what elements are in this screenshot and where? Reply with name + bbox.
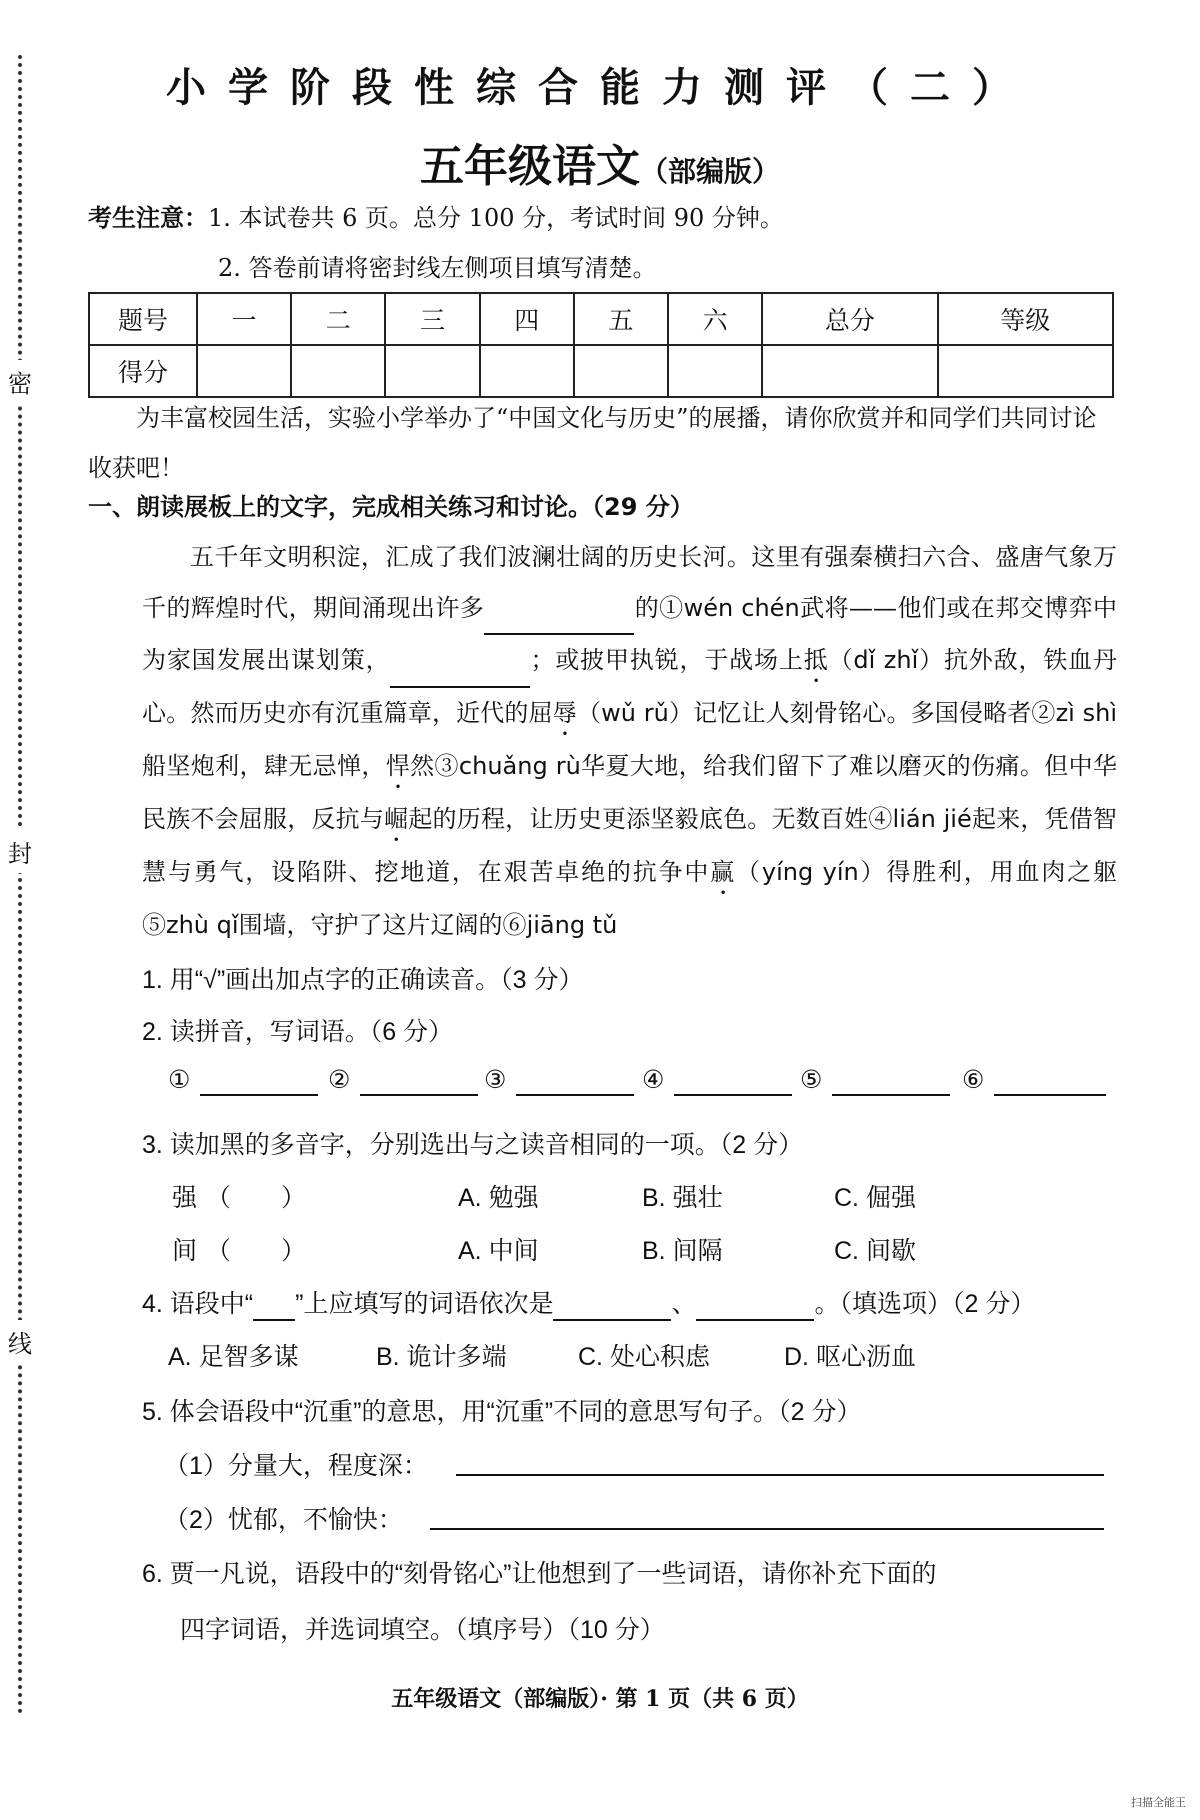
- notice-line-1: [88, 198, 784, 233]
- q5-item-1-label: （1）分量大，程度深：: [164, 1452, 428, 1480]
- q2-num-5: ⑤: [800, 1066, 823, 1094]
- question-1: 1. 用“√”画出加点字的正确读音。（3 分）: [142, 966, 584, 994]
- score-header-cell: 三: [385, 293, 479, 345]
- score-cell[interactable]: [574, 345, 668, 397]
- q3-row-2-char: 间: [172, 1237, 198, 1265]
- q2-answer-line-5[interactable]: [832, 1094, 950, 1096]
- dotted-char-di: 抵: [803, 646, 829, 674]
- pinyin-2: zì shì: [1055, 699, 1118, 727]
- pinyin-1: wén chén: [683, 593, 800, 622]
- q4-option-c[interactable]: C. 处心积虑: [578, 1343, 710, 1371]
- score-header-cell: 六: [668, 293, 762, 345]
- scanner-watermark: 扫描全能王: [1131, 1796, 1186, 1809]
- q3-row-2-answer[interactable]: （ ）: [206, 1237, 307, 1265]
- passage-text: 起来，凭借智慧与勇气，设陷阱、挖地道，在艰苦卓绝的抗争中: [142, 805, 1118, 886]
- seal-char-mi: 密: [8, 360, 32, 403]
- pinyin-3: chuǎng rù: [458, 752, 581, 780]
- q4-text: 4. 语段中“: [142, 1290, 254, 1318]
- q3-row-1-option-b[interactable]: B. 强壮: [642, 1184, 723, 1212]
- pinyin-choice-2[interactable]: （wǔ rǔ）: [576, 699, 694, 727]
- notice-label: 考生注意：: [88, 204, 208, 232]
- q3-row-1-answer[interactable]: （ ）: [206, 1184, 307, 1212]
- seal-char-feng: 封: [8, 830, 32, 873]
- dotted-char-ru: 辱: [552, 699, 577, 727]
- q3-row-2-option-a[interactable]: A. 中间: [458, 1237, 539, 1265]
- q2-num-4: ④: [642, 1066, 665, 1094]
- q2-num-1: ①: [168, 1066, 191, 1094]
- q4-text: 。（填选项）（2 分）: [814, 1290, 1036, 1318]
- q4-blank-marker: [253, 1290, 295, 1321]
- score-header-cell: 四: [480, 293, 574, 345]
- subtitle-edition: （部编版）: [639, 155, 780, 188]
- q3-row-1-option-c[interactable]: C. 倔强: [834, 1184, 916, 1212]
- passage-text: 起的历程，让历史更添坚毅底色。无数百姓④: [408, 805, 893, 833]
- q4-answer-blank-2[interactable]: [696, 1290, 814, 1321]
- passage-text: 记忆让人刻骨铭心。多国侵略者②: [693, 699, 1056, 727]
- pinyin-6: jiāng tǔ: [526, 911, 618, 939]
- score-row-label: 得分: [89, 345, 197, 397]
- question-4: [142, 1284, 1035, 1321]
- passage-blank-1[interactable]: [484, 583, 634, 636]
- q3-row-1-char: 强: [172, 1184, 198, 1212]
- passage-text: 五千年文明积淀，汇成了我们波澜壮阔的历史长河。这里有强秦横扫六合、盛唐气象万千的辉煌时代，期间涌现出许多: [142, 543, 1117, 622]
- dotted-char-ying: 赢: [710, 858, 737, 886]
- intro-paragraph: 为丰富校园生活，实验小学举办了“中国文化与历史”的展播，请你欣赏并和同学们共同讨论收获吧！: [88, 404, 1097, 482]
- pinyin-4: lián jié: [892, 805, 972, 833]
- q4-separator: 、: [671, 1290, 697, 1318]
- passage-text: 得胜利，用血肉之躯⑤: [142, 858, 1118, 939]
- q4-option-d[interactable]: D. 呕心沥血: [784, 1343, 916, 1371]
- score-value-row: [89, 345, 1113, 397]
- notice-item-2: 2. 答卷前请将密封线左侧项目填写清楚。: [218, 254, 657, 282]
- passage-blank-2[interactable]: [390, 635, 530, 688]
- score-cell[interactable]: [480, 345, 574, 397]
- score-header-cell: 题号: [89, 293, 197, 345]
- question-6-line-2: 四字词语，并选词填空。（填序号）（10 分）: [180, 1616, 665, 1644]
- passage-text: 围墙，守护了这片辽阔的⑥: [238, 911, 527, 939]
- dotted-char-han: 悍: [385, 752, 411, 780]
- q2-answer-line-3[interactable]: [516, 1094, 634, 1096]
- score-cell[interactable]: [291, 345, 385, 397]
- score-header-cell: 等级: [938, 293, 1113, 345]
- q4-text: ”上应填写的词语依次是: [295, 1290, 554, 1318]
- q2-num-2: ②: [328, 1066, 351, 1094]
- passage-text: 船坚炮利，肆无忌惮，: [142, 752, 386, 780]
- question-5: 5. 体会语段中“沉重”的意思，用“沉重”不同的意思写句子。（2 分）: [142, 1398, 862, 1426]
- page-subtitle: [0, 130, 1200, 194]
- q5-answer-line-2[interactable]: [430, 1528, 1104, 1530]
- q4-answer-blank-1[interactable]: [553, 1290, 671, 1321]
- score-header-cell: 总分: [762, 293, 937, 345]
- q3-row-2-option-b[interactable]: B. 间隔: [642, 1237, 723, 1265]
- passage-text: 抗外敌，铁血丹心。然而历史亦有沉重篇章，近代的屈: [142, 646, 1118, 727]
- q2-answer-line-4[interactable]: [674, 1094, 792, 1096]
- score-cell[interactable]: [385, 345, 479, 397]
- passage-text: 华夏大地，给我们留下了难以磨灭的伤痛。但中华民族不会屈服，反抗与: [142, 752, 1118, 833]
- score-cell[interactable]: [762, 345, 937, 397]
- dotted-char-jue: 崛: [384, 805, 409, 833]
- seal-dotted-line: [18, 55, 22, 1715]
- score-header-cell: 二: [291, 293, 385, 345]
- score-cell[interactable]: [197, 345, 291, 397]
- passage-text: 的①: [634, 593, 684, 622]
- section-heading-1: 一、朗读展板上的文字，完成相关练习和讨论。（29 分）: [88, 493, 694, 521]
- q3-row-2-option-c[interactable]: C. 间歇: [834, 1237, 916, 1265]
- seal-char-xian: 线: [8, 1320, 32, 1363]
- q2-answer-line-1[interactable]: [200, 1094, 318, 1096]
- q5-answer-line-1[interactable]: [456, 1474, 1104, 1476]
- score-header-cell: 一: [197, 293, 291, 345]
- subtitle-main: 五年级语文: [419, 141, 640, 192]
- passage-text: ；或披甲执锐，于战场上: [530, 646, 804, 674]
- score-cell[interactable]: [668, 345, 762, 397]
- q2-answer-line-6[interactable]: [994, 1094, 1106, 1096]
- pinyin-choice-1[interactable]: （dǐ zhǐ）: [828, 646, 944, 674]
- score-header-row: [89, 293, 1113, 345]
- notice-item-1: 1. 本试卷共 6 页。总分 100 分，考试时间 90 分钟。: [208, 204, 784, 232]
- score-header-cell: 五: [574, 293, 668, 345]
- reading-passage: [142, 532, 1117, 951]
- score-table: [88, 292, 1114, 398]
- q3-row-1-option-a[interactable]: A. 勉强: [458, 1184, 539, 1212]
- q2-num-6: ⑥: [962, 1066, 985, 1094]
- q4-option-b[interactable]: B. 诡计多端: [376, 1343, 507, 1371]
- question-3: 3. 读加黑的多音字，分别选出与之读音相同的一项。（2 分）: [142, 1131, 804, 1159]
- question-6-line-1: 6. 贾一凡说，语段中的“刻骨铭心”让他想到了一些词语，请你补充下面的: [142, 1560, 937, 1588]
- score-cell[interactable]: [938, 345, 1113, 397]
- page-title: 小学阶段性综合能力测评（二）: [166, 65, 1034, 111]
- q4-option-a[interactable]: A. 足智多谋: [168, 1343, 299, 1371]
- question-2: 2. 读拼音，写词语。（6 分）: [142, 1018, 454, 1046]
- q5-item-2-label: （2）忧郁，不愉快：: [164, 1506, 403, 1534]
- passage-text: 武将——他们或在邦交博弈中为家国发展出谋划策，: [142, 593, 1118, 674]
- pinyin-choice-3[interactable]: （yíng yín）: [736, 858, 887, 886]
- q2-answer-line-2[interactable]: [360, 1094, 478, 1096]
- q2-num-3: ③: [484, 1066, 507, 1094]
- pinyin-5: zhù qǐ: [166, 911, 239, 939]
- page-footer: 五年级语文（部编版）· 第 1 页（共 6 页）: [391, 1686, 809, 1712]
- passage-text: 然③: [410, 752, 459, 780]
